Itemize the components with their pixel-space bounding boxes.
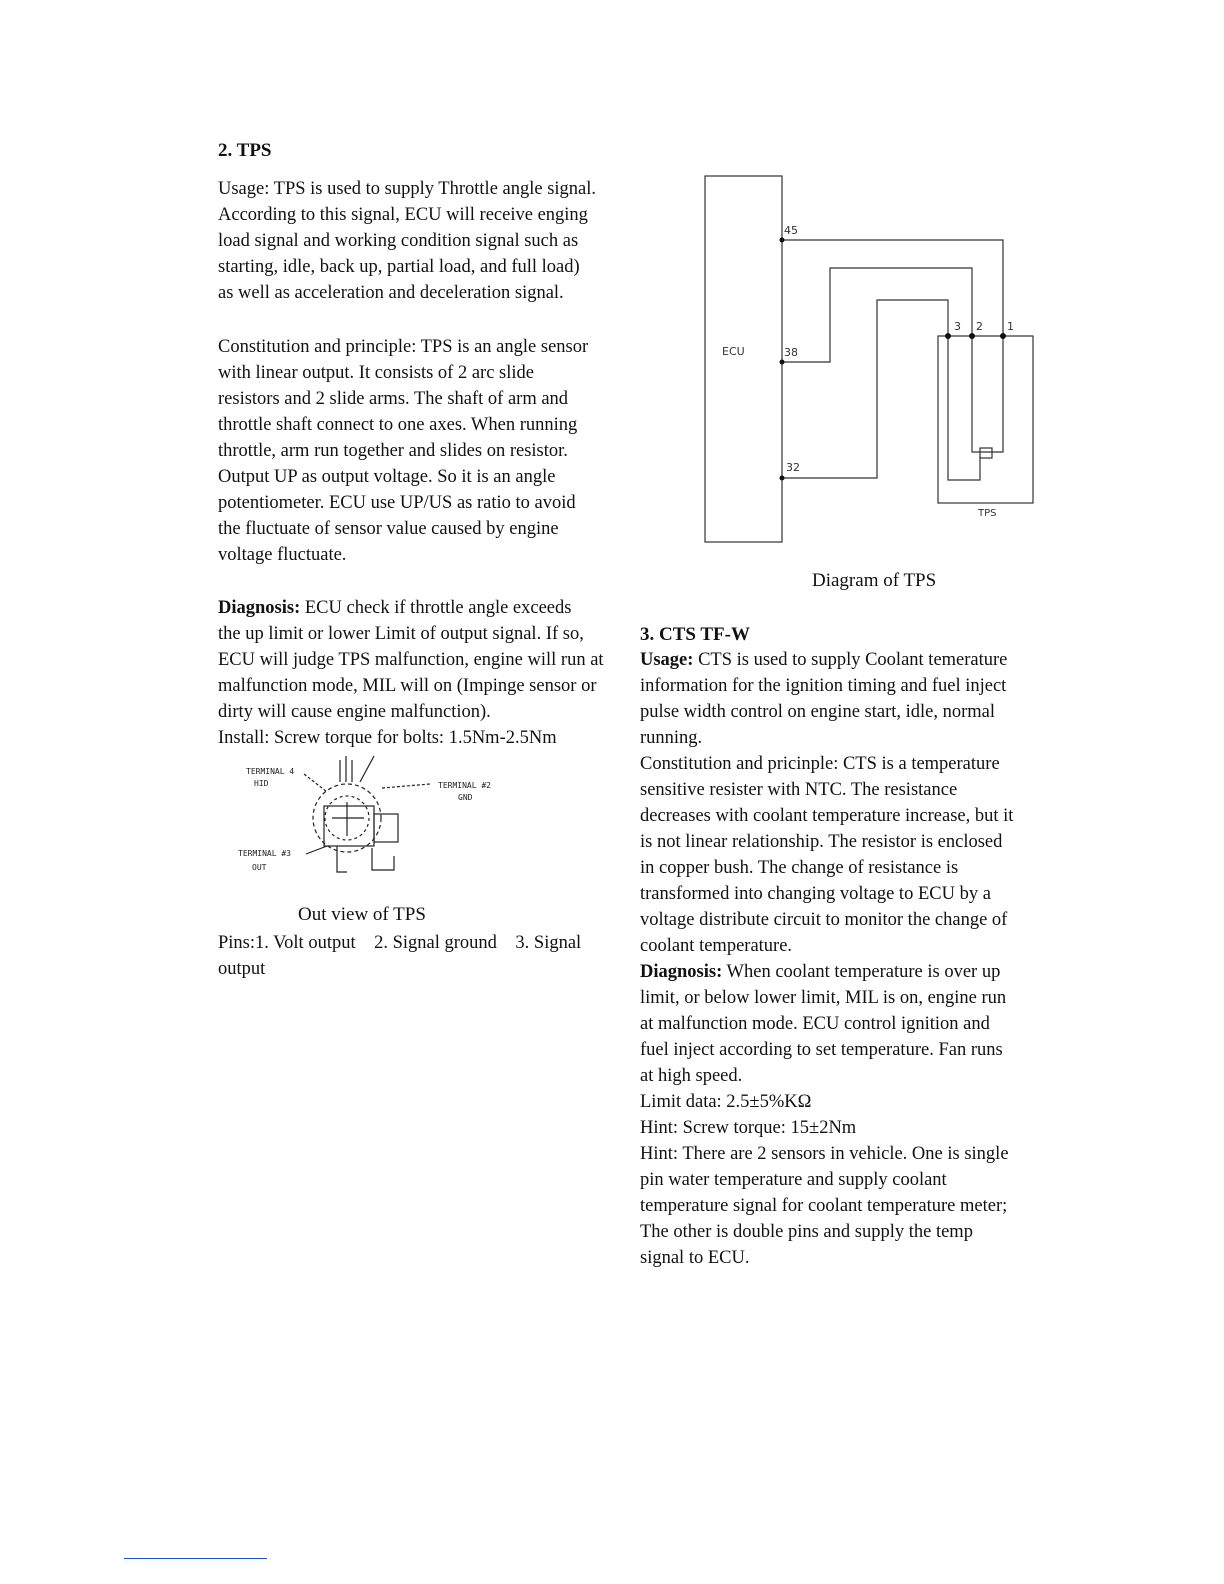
text-line: resistors and 2 slide arms. The shaft of arm and [218,389,569,409]
tps-box [938,336,1033,503]
text-line: fuel inject according to set temperature. Fan runs [640,1040,1003,1060]
tps-inner-1 [948,336,980,480]
ecu-label: ECU [722,345,745,358]
shaft-slash [360,756,374,782]
node-p3 [945,333,951,339]
footnote-rule [124,1558,267,1559]
tps-outview-drawing [232,752,512,882]
text-line: pulse width control on engine start, idle, normal [640,702,996,722]
diagnosis-label: Diagnosis: [640,962,723,982]
text-line: voltage distribute circuit to monitor the change of [640,910,1008,930]
text-line: ECU will judge TPS malfunction, engine will run at [218,650,604,670]
text-line: sensitive resister with NTC. The resistance [640,780,958,800]
hint-torque-line: Hint: Screw torque: 15±2Nm [640,1118,857,1138]
text-line: limit, or below lower limit, MIL is on, engine run [640,988,1007,1008]
pins-paragraph [218,930,581,982]
leader-t1 [304,774,327,792]
node-45 [780,238,785,243]
leader-t3 [306,846,327,854]
text-line: The other is double pins and supply the temp [640,1222,973,1242]
text-line: at high speed. [640,1066,743,1086]
text-line: starting, idle, back up, partial load, and full load) [218,257,580,277]
pin-45-label: 45 [784,224,798,237]
text-line: as well as acceleration and deceleration signal. [218,283,564,303]
diagnosis-label: Diagnosis: [218,598,301,618]
text-line: output [218,959,266,979]
text-line: at malfunction mode. ECU control ignition and [640,1014,990,1034]
text-line [640,959,1013,985]
text-line: coolant temperature. [640,936,793,956]
tps-pin-3-label: 3 [954,320,961,333]
pin-legs [337,846,394,872]
tps-diagnosis-paragraph [218,595,604,751]
cts-body [640,647,1013,1271]
text-line: Output UP as output voltage. So it is an angle [218,467,556,487]
terminal1-label: TERMINAL 4 [246,767,295,776]
text-line [640,647,1013,673]
text-line: voltage fluctuate. [218,545,347,565]
text-line: Usage: TPS is used to supply Throttle angle signal. [218,179,597,199]
tps-principle-paragraph [218,334,588,568]
text-line: Constitution and pricinple: CTS is a temperature [640,754,1000,774]
outview-caption: Out view of TPS [298,904,426,925]
text-line: in copper bush. The change of resistance is [640,858,959,878]
text-line: throttle, arm run together and slides on resistor. [218,441,568,461]
text-line: Pins:1. Volt output 2. Signal ground 3. Signal [218,933,582,953]
terminal1-sub: HID [254,779,269,788]
text-line: is not linear relationship. The resistor is enclosed [640,832,1003,852]
install-line: Install: Screw torque for bolts: 1.5Nm-2.5Nm [218,728,557,748]
text-line: pin water temperature and supply coolant [640,1170,947,1190]
text-line: Constitution and principle: TPS is an angle sensor [218,337,589,357]
text-line: According to this signal, ECU will receive enging [218,205,588,225]
text-line: transformed into changing voltage to ECU by a [640,884,991,904]
ecu-box [705,176,782,542]
tps-circuit-diagram [700,170,1045,550]
text-line: decreases with coolant temperature increase, but it [640,806,1014,826]
tps-pin-2-label: 2 [976,320,983,333]
diagram-caption: Diagram of TPS [812,570,937,591]
text-line: the up limit or lower Limit of output signal. If so, [218,624,584,644]
tps-usage-paragraph [218,176,596,306]
wire-32 [782,300,948,478]
usage-text: CTS is used to supply Coolant temerature [693,650,1008,670]
limit-data-line: Limit data: 2.5±5%KΩ [640,1092,812,1112]
terminal3-label: TERMINAL #3 [238,849,291,858]
connector-tab [374,814,398,842]
text-line [218,595,604,621]
shaft-top [340,756,352,782]
node-p2 [969,333,975,339]
terminal3-sub: OUT [252,863,267,872]
diagnosis-text: When coolant temperature is over up [722,962,1001,982]
leader-t2 [382,784,430,788]
rotor-cross [332,802,364,836]
tps-wiper [980,448,992,458]
terminal2-label: TERMINAL #2 [438,781,491,790]
text-line: with linear output. It consists of 2 arc slide [218,363,534,383]
text-line: temperature signal for coolant temperature meter; [640,1196,1008,1216]
text-line: malfunction mode, MIL will on (Impinge sensor or [218,676,597,696]
tps-label: TPS [978,508,997,519]
pin-38-label: 38 [784,346,798,359]
wire-45 [782,240,1003,336]
tps-inner-2 [972,336,1003,452]
text-line: throttle shaft connect to one axes. When running [218,415,578,435]
node-p1 [1000,333,1006,339]
text-line: the fluctuate of sensor value caused by engine [218,519,559,539]
node-38 [780,360,785,365]
tps-heading: 2. TPS [218,140,272,161]
text-line: dirty will cause engine malfunction). [218,702,491,722]
text-line: signal to ECU. [640,1248,750,1268]
diagnosis-text: ECU check if throttle angle exceeds [300,598,572,618]
pin-32-label: 32 [786,461,800,474]
text-line: running. [640,728,703,748]
tps-pin-1-label: 1 [1007,320,1014,333]
text-line: information for the ignition timing and fuel inject [640,676,1007,696]
node-32 [780,476,785,481]
cts-heading: 3. CTS TF-W [640,624,750,645]
text-line: Hint: There are 2 sensors in vehicle. One is single [640,1144,1009,1164]
terminal2-sub: GND [458,793,473,802]
text-line: potentiometer. ECU use UP/US as ratio to avoid [218,493,576,513]
text-line: load signal and working condition signal such as [218,231,579,251]
usage-label: Usage: [640,650,694,670]
